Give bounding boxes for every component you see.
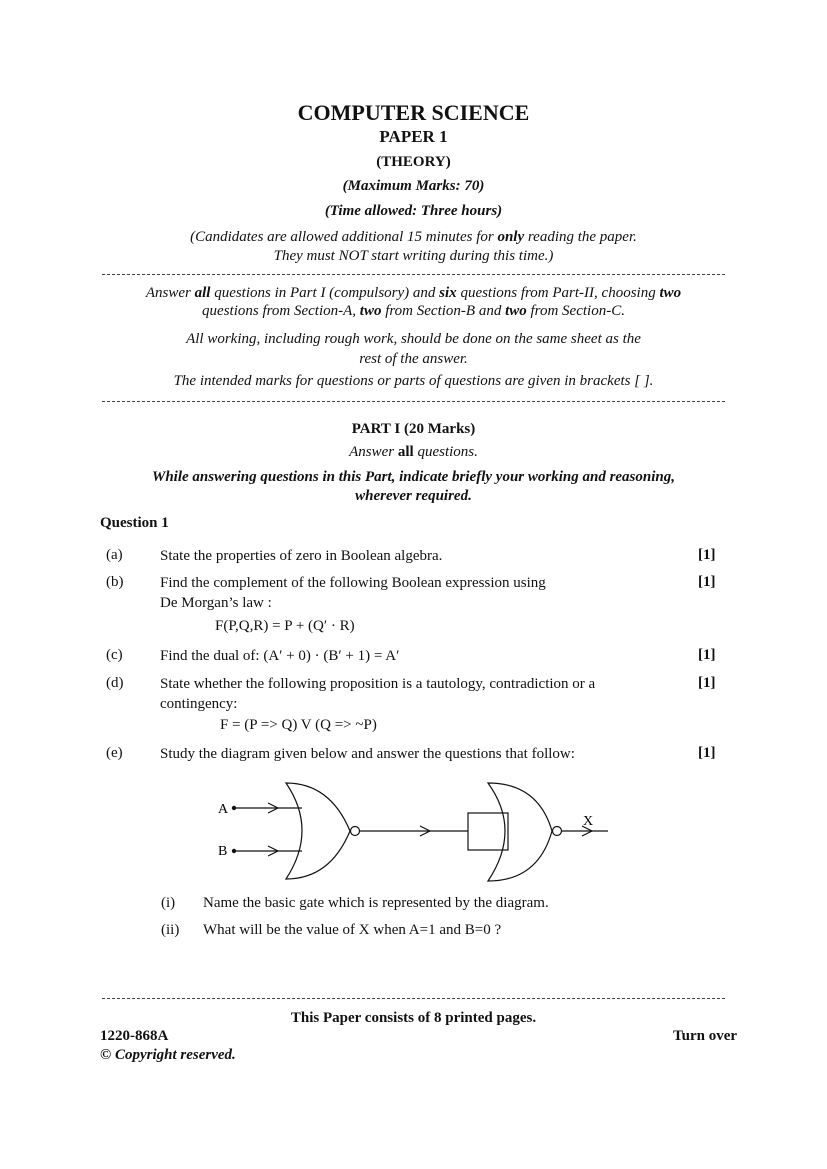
paper-number: PAPER 1 — [379, 127, 448, 146]
ins-text: questions from Part-II, choosing — [456, 285, 660, 301]
gate-2-input-box — [468, 813, 508, 850]
part-bold-note-1: While answering questions in this Part, indicate briefly your working and reasoning, — [151, 469, 675, 485]
ins-text: Answer — [145, 285, 195, 301]
question-title: Question 1 — [100, 515, 169, 531]
part-bold-note-2: wherever required. — [355, 488, 472, 504]
answer-emph: all — [397, 444, 414, 460]
part-heading: PART I (20 Marks) — [351, 421, 476, 437]
note-text: (Candidates are allowed additional 15 minutes for — [190, 229, 498, 245]
paper-code: 1220-868A — [100, 1028, 169, 1044]
input-a-node — [232, 806, 236, 810]
ins-emph: two — [359, 303, 382, 319]
ins-emph: all — [194, 285, 211, 301]
turn-over: Turn over — [673, 1028, 738, 1044]
input-a-label: A — [218, 802, 229, 817]
paper-type: (THEORY) — [376, 154, 451, 170]
answer-text: Answer — [349, 444, 398, 460]
answer-text: questions. — [413, 444, 478, 460]
question-b-text-2: De Morgan’s law : — [160, 595, 272, 611]
question-d-text-1: State whether the following proposition is a tautology, contradiction or a — [160, 676, 596, 692]
input-b-label: B — [218, 844, 228, 859]
question-d-label: (d) — [106, 675, 124, 691]
input-b-node — [232, 849, 236, 853]
instruction-line-3: All working, including rough work, should be done on the same sheet as the — [186, 331, 641, 347]
question-b-formula: F(P,Q,R) = P + (Q′ · R) — [215, 618, 355, 634]
time-allowed: (Time allowed: Three hours) — [324, 203, 503, 219]
reading-time-note — [0, 229, 827, 246]
divider-top — [102, 274, 725, 275]
question-c-label: (c) — [106, 647, 123, 663]
question-c-text: Find the dual of: (A′ + 0) · (B′ + 1) = A′ — [160, 648, 400, 664]
question-c-marks: [1] — [698, 647, 716, 663]
question-b-marks: [1] — [698, 574, 716, 590]
instruction-line-2 — [0, 303, 827, 320]
instruction-line-4: rest of the answer. — [359, 351, 468, 367]
subquestion-ii-text: What will be the value of X when A=1 and B=0 ? — [203, 922, 502, 938]
copyright: © Copyright reserved. — [100, 1047, 236, 1063]
question-a-label: (a) — [106, 547, 123, 563]
question-d-marks: [1] — [698, 675, 716, 691]
pages-note: This Paper consists of 8 printed pages. — [290, 1010, 537, 1026]
question-d-text-2: contingency: — [160, 696, 238, 712]
nand-gate-2 — [488, 783, 552, 881]
subquestion-i-label: (i) — [161, 895, 176, 911]
ins-emph: six — [439, 285, 457, 301]
paper-subject: COMPUTER SCIENCE — [297, 100, 530, 125]
gate-2-bubble — [553, 827, 562, 836]
question-e-marks: [1] — [698, 745, 716, 761]
divider-mid — [102, 401, 725, 402]
question-b-label: (b) — [106, 574, 124, 590]
ins-text: from Section-C. — [526, 303, 625, 319]
divider-bottom — [102, 998, 725, 999]
subquestion-i-text: Name the basic gate which is represented by the diagram. — [203, 895, 549, 911]
question-d-formula: F = (P => Q) V (Q => ~P) — [220, 717, 377, 733]
ins-text: from Section-B and — [381, 303, 506, 319]
nor-gate-1 — [286, 783, 350, 879]
ins-text: questions from Section-A, — [202, 303, 360, 319]
note-text-end: reading the paper. — [524, 229, 637, 245]
question-a-marks: [1] — [698, 547, 716, 563]
question-a-text: State the properties of zero in Boolean algebra. — [160, 548, 443, 564]
instruction-line-1 — [0, 285, 827, 302]
instruction-line-5: The intended marks for questions or parts of questions are given in brackets [ ]. — [173, 373, 654, 389]
logic-gate-diagram — [0, 775, 827, 895]
gate-1-bubble — [351, 827, 360, 836]
subquestion-ii-label: (ii) — [161, 922, 180, 938]
question-b-text-1: Find the complement of the following Boolean expression using — [160, 575, 546, 591]
answer-all-note — [0, 444, 827, 461]
reading-time-note-2: They must NOT start writing during this time.) — [273, 248, 554, 264]
ins-emph: two — [505, 303, 527, 319]
output-x-label: X — [583, 814, 594, 829]
maximum-marks: (Maximum Marks: 70) — [342, 178, 485, 194]
ins-emph: two — [659, 285, 682, 301]
question-e-text: Study the diagram given below and answer the questions that follow: — [160, 746, 575, 762]
ins-text: questions in Part I (compulsory) and — [210, 285, 440, 301]
note-emphasis: only — [497, 229, 525, 245]
question-e-label: (e) — [106, 745, 123, 761]
